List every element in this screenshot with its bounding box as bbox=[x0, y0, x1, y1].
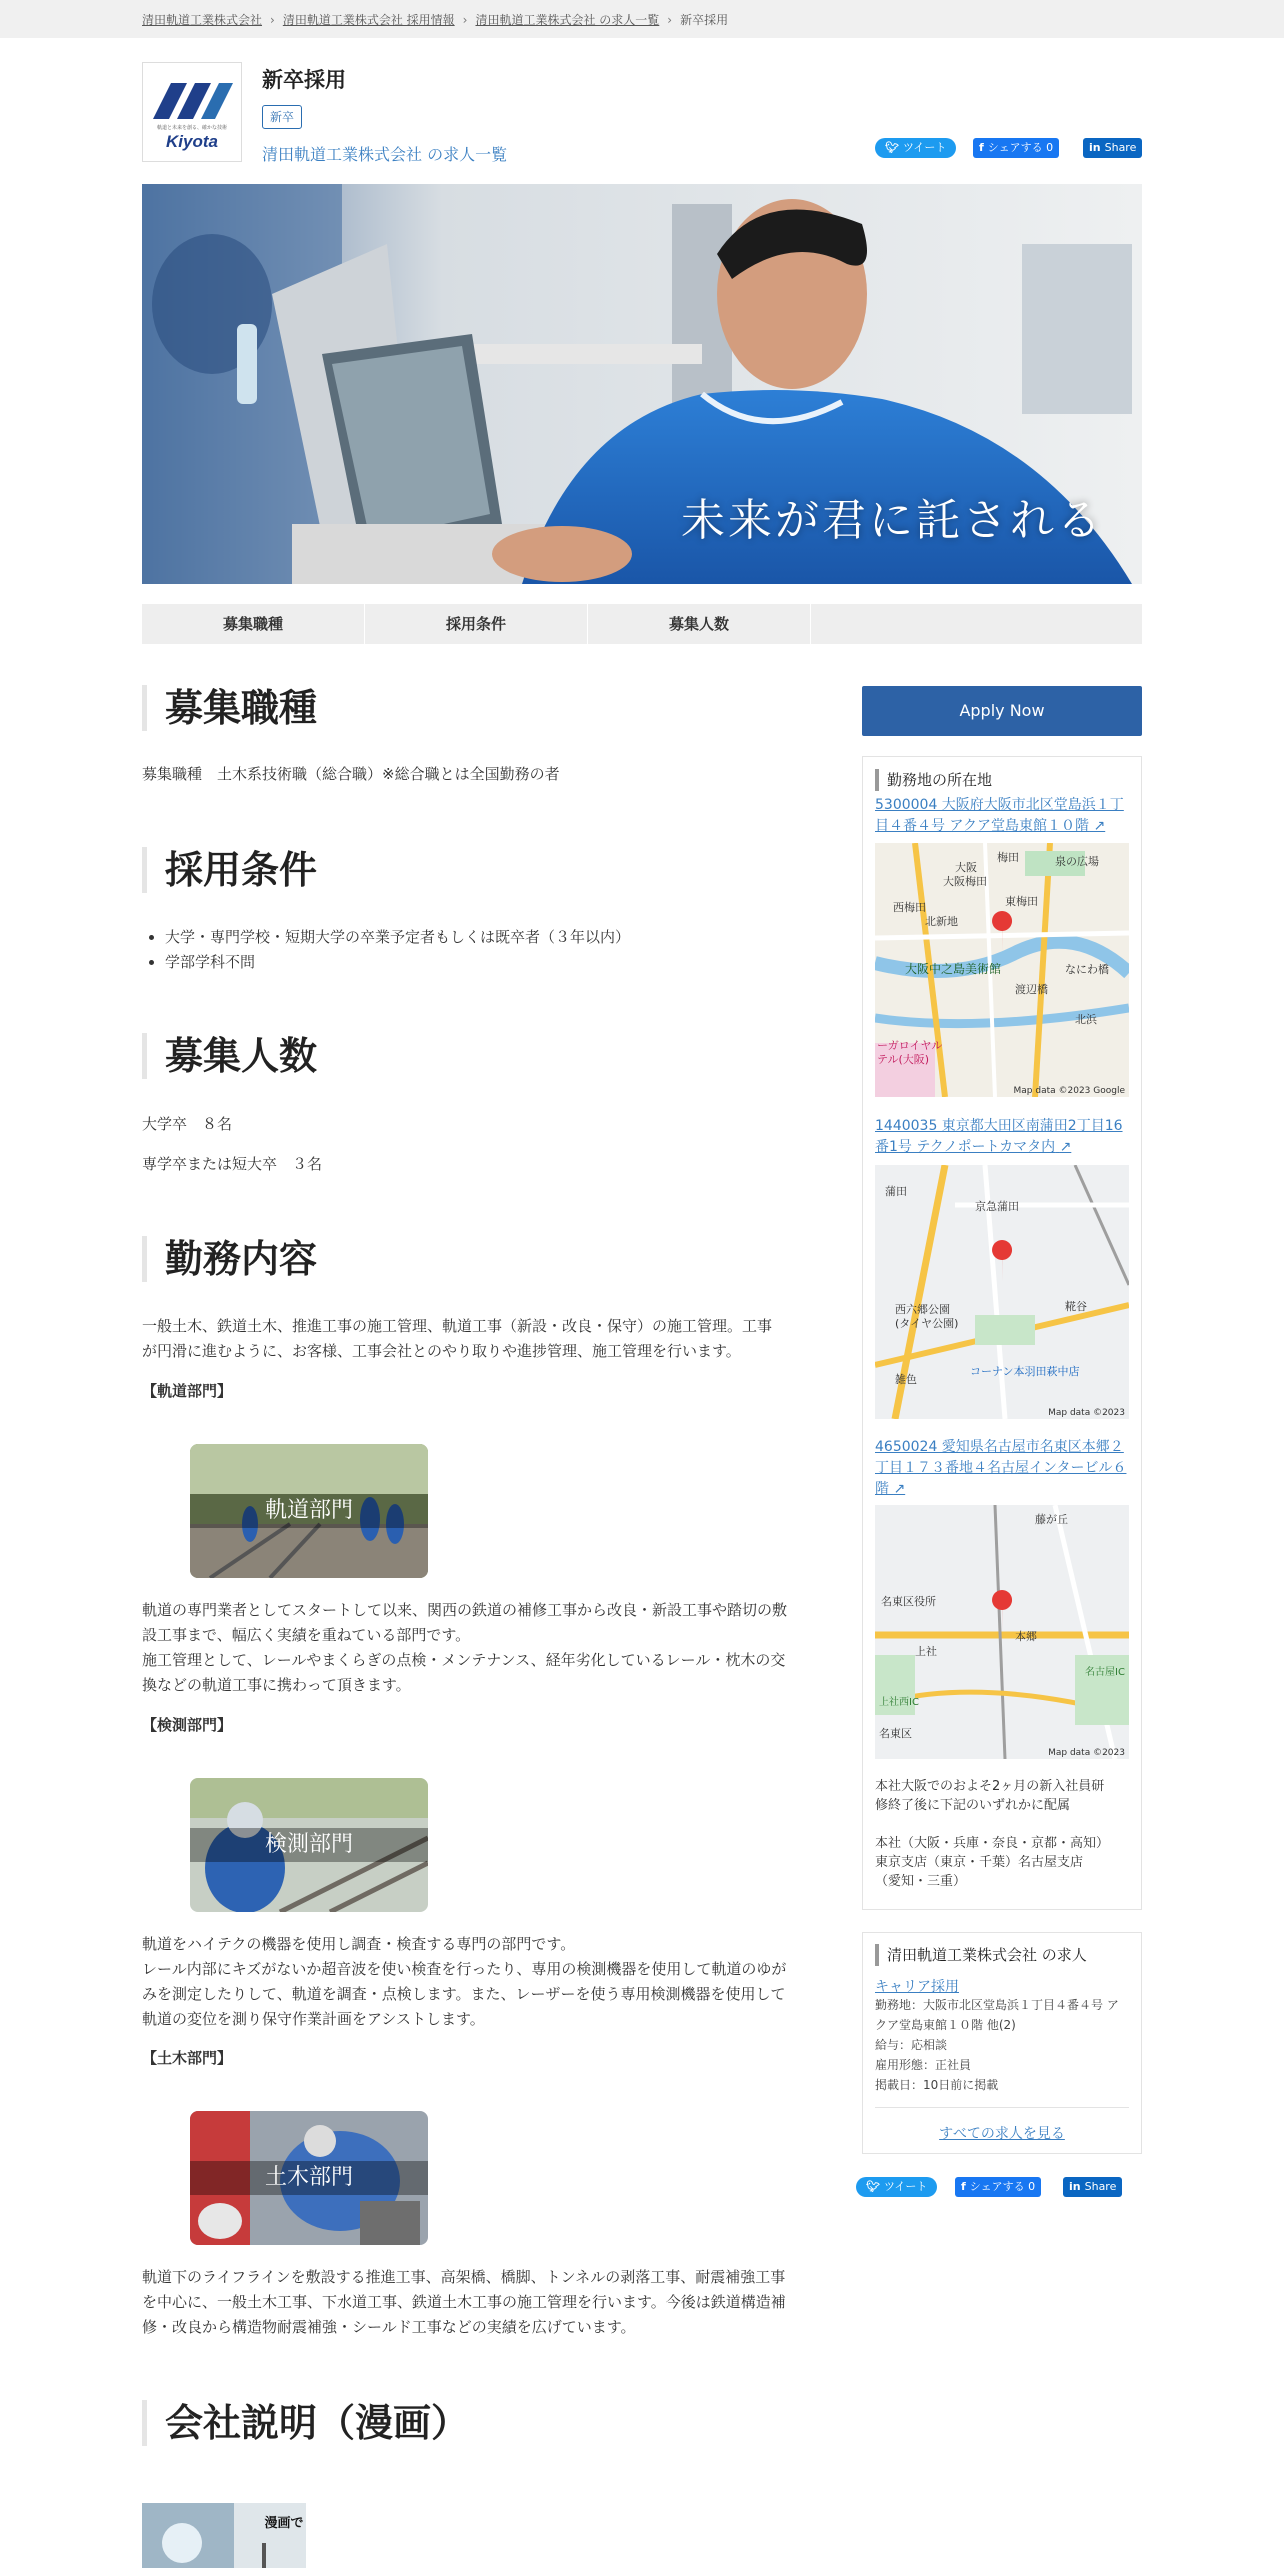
headcount-college: 専学卒または短大卒 ３名 bbox=[142, 1155, 323, 1173]
employment-tag: 新卒 bbox=[262, 105, 302, 129]
dept-track-line-2: 設工事まで、幅広く実績を重ねている部門です。 bbox=[142, 1626, 471, 1644]
hero-image bbox=[142, 184, 1142, 584]
logo-text: Kiyota bbox=[166, 132, 218, 151]
external-link-icon: ↗ bbox=[1093, 818, 1106, 834]
map-credit: Map data ©2023 bbox=[1048, 1748, 1125, 1758]
duties-heading: 勤務内容 bbox=[142, 1236, 317, 1282]
dept-track-line-4: 換などの軌道工事に携わって頂きます。 bbox=[142, 1676, 411, 1694]
linkedin-icon: in bbox=[1089, 141, 1101, 154]
map-label: 北新地 bbox=[925, 915, 958, 928]
conditions-list bbox=[165, 925, 630, 975]
company-heading: 会社説明（漫画） bbox=[142, 2400, 469, 2446]
map-label: ーガロイヤル bbox=[877, 1039, 943, 1052]
breadcrumb-company[interactable]: 清田軌道工業株式会社 bbox=[142, 13, 263, 27]
map-label: 上社西IC bbox=[879, 1697, 919, 1708]
map-osaka[interactable] bbox=[875, 843, 1129, 1097]
address-tokyo[interactable]: 1440035 東京都大田区南蒲田2丁目16 番1号 テクノポートカマタ内 ↗ bbox=[875, 1118, 1123, 1155]
linkedin-share-button[interactable] bbox=[1083, 138, 1142, 158]
tab-job-type[interactable]: 募集職種 bbox=[142, 604, 365, 644]
map-label: 上社 bbox=[915, 1645, 937, 1658]
list-item: • 大学・専門学校・短期大学の卒業予定者もしくは既卒者（３年以内） bbox=[165, 925, 630, 950]
conditions-heading: 採用条件 bbox=[142, 847, 317, 893]
external-link-icon: ↗ bbox=[1059, 1139, 1072, 1155]
dept-track-line-3: 施工管理として、レールやまくらぎの点検・メンテナンス、経年劣化しているレール・枕木の交 bbox=[142, 1651, 786, 1669]
dept-civil-line-1: 軌道下のライフラインを敷設する推進工事、高架橋、橋脚、トンネルの剥落工事、耐震補強工事 bbox=[142, 2268, 786, 2286]
dept-inspection-image bbox=[190, 1778, 428, 1912]
page-title: 新卒採用 bbox=[262, 68, 346, 92]
section-tabs bbox=[142, 604, 1142, 644]
map-label: 藤が丘 bbox=[1035, 1513, 1068, 1526]
list-item: • 学部学科不問 bbox=[165, 950, 630, 975]
map-label: 泉の広場 bbox=[1055, 855, 1099, 868]
job-link-career[interactable]: キャリア採用 bbox=[875, 1979, 959, 1995]
map-label: 渡辺橋 bbox=[1015, 983, 1048, 996]
facebook-share-button[interactable] bbox=[973, 138, 1059, 158]
job-type-heading: 募集職種 bbox=[142, 685, 317, 731]
facebook-label: シェアする 0 bbox=[969, 2180, 1036, 2193]
manga-text: 漫画で bbox=[264, 2515, 304, 2530]
divider bbox=[875, 2107, 1129, 2108]
company-jobs-box bbox=[862, 1932, 1142, 2154]
dept-civil-line-2: を中心に、一般土木工事、下水道工事、鉄道土木工事の施工管理を行います。今後は鉄道構造補 bbox=[142, 2293, 786, 2311]
linkedin-label: Share bbox=[1084, 2180, 1117, 2193]
locations-heading: 勤務地の所在地 bbox=[875, 769, 992, 791]
twitter-icon: 🐦︎ bbox=[885, 141, 899, 154]
breadcrumb-bar bbox=[0, 0, 1284, 38]
apply-now-button[interactable]: Apply Now bbox=[862, 686, 1142, 736]
map-label: 西六郷公園 bbox=[895, 1303, 950, 1316]
job-meta: 勤務地：大阪市北区堂島浜１丁目４番４号 ア クア堂島東館１０階 他(2) 給与：応相談 雇用形態：正社員 掲載日：10日前に掲載 bbox=[875, 1998, 1119, 2092]
breadcrumb-joblist[interactable]: 清田軌道工業株式会社 の求人一覧 bbox=[475, 13, 660, 27]
tweet-label: ツイート bbox=[883, 2180, 928, 2193]
tweet-label: ツイート bbox=[902, 141, 947, 154]
company-jobs-link[interactable]: 清田軌道工業株式会社 の求人一覧 bbox=[262, 145, 508, 164]
map-label: 名東区役所 bbox=[881, 1595, 936, 1608]
dept-civil-image bbox=[190, 2111, 428, 2245]
tab-conditions[interactable]: 採用条件 bbox=[365, 604, 588, 644]
breadcrumb-current: 新卒採用 bbox=[680, 13, 729, 27]
logo-tagline: 軌道と未来を創る、確かな技術 bbox=[156, 125, 228, 131]
map-label: コーナン本羽田萩中店 bbox=[970, 1365, 1080, 1378]
chevron-right-icon: › bbox=[667, 12, 673, 27]
chevron-right-icon: › bbox=[462, 12, 468, 27]
facebook-share-button-bottom[interactable] bbox=[955, 2177, 1041, 2197]
map-label: 北浜 bbox=[1075, 1013, 1097, 1026]
map-credit: Map data ©2023 bbox=[1048, 1408, 1125, 1418]
twitter-icon: 🐦︎ bbox=[866, 2180, 880, 2193]
facebook-icon: f bbox=[979, 141, 984, 154]
headcount-heading: 募集人数 bbox=[142, 1033, 317, 1079]
dept-civil-caption: 土木部門 bbox=[190, 2161, 428, 2195]
assignment-note: 本社大阪でのおよそ2ヶ月の新入社員研 修終了後に下記のいずれかに配属 本社（大阪・兵庫・奈良・京都・高知） 東京支店（東京・千葉）名古屋支店 （愛知・三重） bbox=[875, 1779, 1110, 1889]
chevron-right-icon: › bbox=[270, 12, 275, 27]
map-label: 本郷 bbox=[1015, 1630, 1037, 1643]
map-credit: Map data ©2023 Google bbox=[1013, 1086, 1125, 1096]
dept-inspection-line-3: みを測定したりして、軌道を調査・点検します。また、レーザーを使う専用検測機器を使用して bbox=[142, 1985, 786, 2003]
linkedin-label: Share bbox=[1104, 141, 1137, 154]
map-label: (タイヤ公園) bbox=[895, 1317, 959, 1330]
dept-track-image bbox=[190, 1444, 428, 1578]
dept-inspection-caption: 検測部門 bbox=[190, 1828, 428, 1862]
dept-track-label: 【軌道部門】 bbox=[142, 1382, 233, 1400]
facebook-icon: f bbox=[961, 2180, 966, 2193]
locations-box bbox=[862, 756, 1142, 1910]
address-nagoya[interactable]: 4650024 愛知県名古屋市名東区本郷２ 丁目１７３番地４名古屋インタービル６ 階 ↗ bbox=[875, 1439, 1127, 1497]
dept-inspection-line-1: 軌道をハイテクの機器を使用し調査・検査する専門の部門です。 bbox=[142, 1935, 576, 1953]
map-label: 大阪梅田 bbox=[943, 875, 987, 888]
breadcrumb bbox=[142, 11, 728, 28]
breadcrumb-recruit[interactable]: 清田軌道工業株式会社 採用情報 bbox=[282, 13, 455, 27]
tweet-button[interactable] bbox=[875, 138, 956, 158]
map-label: 大阪 bbox=[955, 861, 977, 874]
company-logo bbox=[142, 62, 242, 162]
map-label: なにわ橋 bbox=[1065, 963, 1109, 976]
company-jobs-heading: 清田軌道工業株式会社 の求人 bbox=[875, 1944, 1087, 1966]
dept-track-caption: 軌道部門 bbox=[190, 1494, 428, 1528]
map-label: 蒲田 bbox=[885, 1185, 907, 1198]
headcount-university: 大学卒 ８名 bbox=[142, 1115, 233, 1133]
facebook-label: シェアする 0 bbox=[987, 141, 1054, 154]
dept-inspection-line-4: 軌道の変位を測り保守作業計画をアシストします。 bbox=[142, 2010, 485, 2028]
map-label: 梅田 bbox=[997, 851, 1019, 864]
dept-inspection-line-2: レール内部にキズがないか超音波を使い検査を行ったり、専用の検測機器を使用して軌道のゆが bbox=[142, 1960, 787, 1978]
map-label: 大阪中之島美術館 bbox=[905, 962, 1002, 976]
map-tokyo[interactable] bbox=[875, 1165, 1129, 1419]
linkedin-share-button-bottom[interactable] bbox=[1063, 2177, 1122, 2197]
dept-civil-line-3: 修・改良から構造物耐震補強・シールド工事などの実績を広げています。 bbox=[142, 2318, 636, 2336]
job-type-text: 募集職種 土木系技術職（総合職）※総合職とは全国勤務の者 bbox=[142, 765, 560, 783]
external-link-icon: ↗ bbox=[893, 1481, 906, 1497]
map-label: 京急蒲田 bbox=[975, 1200, 1019, 1213]
map-label: 名古屋IC bbox=[1085, 1667, 1125, 1678]
tab-headcount[interactable]: 募集人数 bbox=[588, 604, 811, 644]
tweet-button-bottom[interactable] bbox=[856, 2177, 937, 2197]
map-label: 東梅田 bbox=[1005, 895, 1038, 908]
hero-caption: 未来が君に託される bbox=[681, 495, 1104, 546]
map-label: 糀谷 bbox=[1065, 1300, 1087, 1313]
map-label: 雑色 bbox=[895, 1373, 917, 1386]
map-label: 西梅田 bbox=[893, 901, 926, 914]
dept-civil-label: 【土木部門】 bbox=[142, 2049, 233, 2067]
all-jobs-link[interactable]: すべての求人を見る bbox=[939, 2126, 1065, 2142]
map-label: テル(大阪) bbox=[877, 1053, 930, 1066]
linkedin-icon: in bbox=[1069, 2180, 1081, 2193]
map-label: 名東区 bbox=[879, 1727, 912, 1740]
duties-intro-2: が円滑に進むように、お客様、工事会社とのやり取りや進捗管理、施工管理を行います。 bbox=[142, 1342, 741, 1360]
dept-track-line-1: 軌道の専門業者としてスタートして以来、関西の鉄道の補修工事から改良・新設工事や踏切の敷 bbox=[142, 1601, 788, 1619]
map-nagoya[interactable] bbox=[875, 1505, 1129, 1759]
duties-intro-1: 一般土木、鉄道土木、推進工事の施工管理、軌道工事（新設・改良・保守）の施工管理。工事 bbox=[142, 1317, 773, 1335]
manga-image bbox=[142, 2503, 306, 2568]
address-osaka[interactable]: 5300004 大阪府大阪市北区堂島浜１丁 目４番４号 アクア堂島東館１０階 ↗ bbox=[875, 797, 1124, 834]
dept-inspection-label: 【検測部門】 bbox=[142, 1716, 233, 1734]
